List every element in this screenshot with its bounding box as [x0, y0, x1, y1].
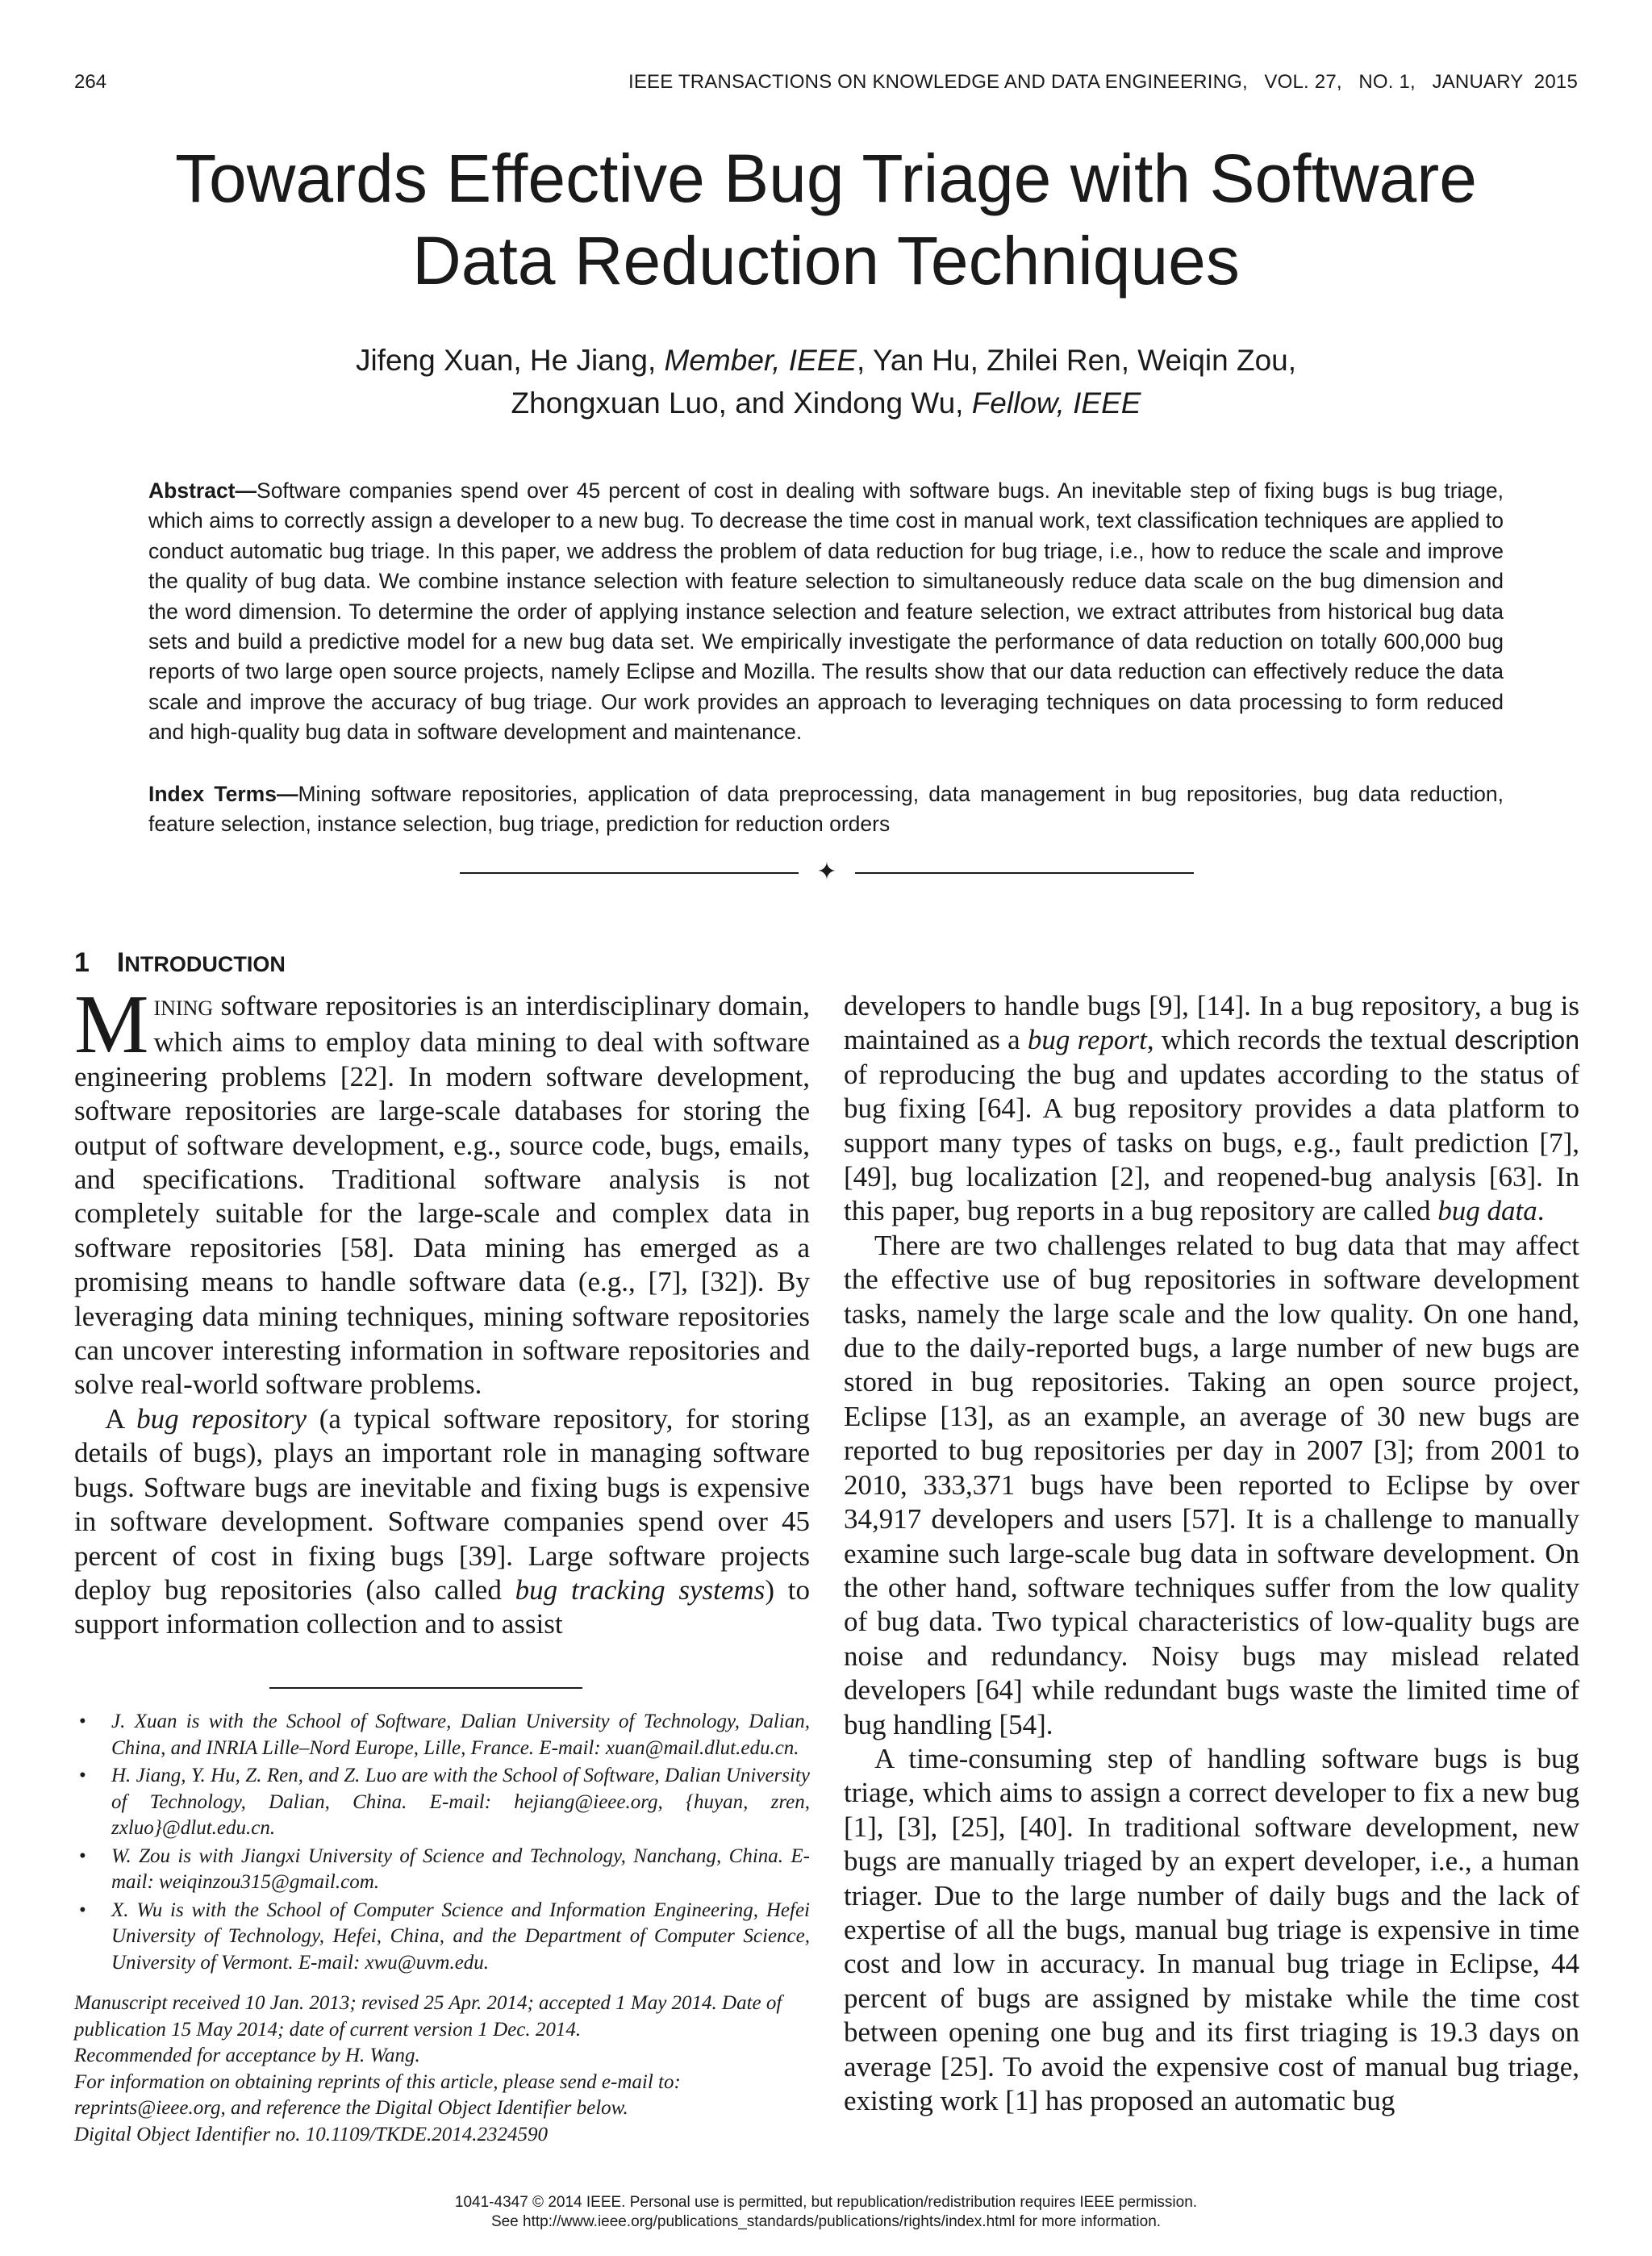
- paragraph: There are two challenges related to bug data that may affect the effective use of bug repositories in software development tasks, namely the large scale and the low quality. On one hand, due to the daily-reported bugs, a large number of new bugs are stored in bug repositories. Taking an open source project, Eclipse [13], as an example, an average of 30 new bugs are reported to bug repositories per day in 2007 [3]; from 2001 to 2010, 333,371 bugs have been reported to Eclipse by over 34,917 developers and users [57]. It is a challenge to manually examine such large-scale bug data in software development. On the other hand, software techniques suffer from the low quality of bug data. Two typical characteristics of low-quality bugs are noise and redundancy. Noisy bugs may mislead related developers [64] while redundant bugs waste the limited time of bug handling [54].: [844, 1229, 1579, 1740]
- dropcap: M: [74, 978, 149, 1071]
- bullet-icon: •: [79, 1765, 86, 1786]
- paragraph-text: developers to handle bugs [9], [14]. In a bug repository, a bug is maintained as a: [844, 990, 1579, 1056]
- section-number: 1: [74, 947, 90, 978]
- paragraph-text: ) to support information collection and to assist: [74, 1573, 810, 1640]
- paragraph: [74, 978, 810, 1402]
- diamond-icon: ✦: [816, 859, 837, 885]
- copyright-notice: [74, 2193, 1578, 2232]
- paragraph-text: .: [1537, 1195, 1545, 1227]
- footnote-text: H. Jiang, Y. Hu, Z. Ren, and Z. Luo are with the School of Software, Dalian University of Technology, Dalian, China. E-mail: hejiang@ieee.org, {huyan, zren, zxluo}@dlut.edu.cn.: [111, 1765, 810, 1839]
- section-title-rest: NTRODUCTION: [124, 952, 286, 976]
- description-word: description: [1454, 1026, 1579, 1055]
- right-column: [844, 989, 1579, 2118]
- footnote-item: [74, 1763, 810, 1842]
- footnotes: [74, 1709, 810, 2148]
- author-membership: Member, IEEE: [664, 344, 857, 377]
- journal-header: IEEE TRANSACTIONS ON KNOWLEDGE AND DATA ENGINEERING, VOL. 27, NO. 1, JANUARY 2015: [628, 71, 1578, 93]
- paragraph: [844, 989, 1579, 1229]
- divider-line-left: [460, 872, 799, 874]
- left-column: [74, 978, 810, 1642]
- paragraph: [74, 1402, 810, 1642]
- section-title-initial: I: [116, 947, 125, 978]
- abstract: [148, 476, 1504, 748]
- emphasis: bug repository: [136, 1402, 307, 1435]
- recommended-by: Recommended for acceptance by H. Wang.: [74, 2045, 420, 2066]
- authors-text: Zhongxuan Luo, and Xindong Wu,: [511, 386, 972, 420]
- title-line-2: Data Reduction Techniques: [412, 223, 1240, 299]
- copyright-line-2: See http://www.ieee.org/publications_standards/publications/rights/index.html for more information.: [490, 2213, 1162, 2230]
- doi: Digital Object Identifier no. 10.1109/TKDE.2014.2324590: [74, 2123, 548, 2145]
- footnote-item: [74, 1844, 810, 1896]
- paragraph: A time-consuming step of handling software bugs is bug triage, which aims to assign a correct developer to fix a new bug [1], [3], [25], [40]. In traditional software development, new bugs are manually triaged by an expert developer, i.e., a human triager. Due to the large number of daily bugs and the lack of expertise of all the bugs, manual bug triage is expensive in time cost and low in accuracy. In manual bug triage in Eclipse, 44 percent of bugs are assigned by mistake while the time cost between opening one bug and its first triaging is 19.3 days on average [25]. To avoid the expensive cost of manual bug triage, existing work [1] has proposed an automatic bug: [844, 1742, 1579, 2116]
- authors-text: Jifeng Xuan, He Jiang,: [355, 344, 665, 377]
- section-heading: [74, 947, 286, 979]
- index-terms: [148, 779, 1504, 840]
- paragraph-text: , which records the textual: [1146, 1024, 1455, 1056]
- footnote-text: J. Xuan is with the School of Software, Dalian University of Technology, Dalian, China, and INRIA Lille–Nord Europe, Lille, France. E-mail: xuan@mail.dlut.edu.cn.: [111, 1711, 810, 1759]
- section-divider: [460, 860, 1194, 884]
- divider-line-right: [855, 872, 1194, 874]
- footnote-text: W. Zou is with Jiangxi University of Science and Technology, Nanchang, China. E-mail: weiqinzou315@gmail.com.: [111, 1844, 810, 1893]
- paragraph-text: software repositories is an interdisciplinary domain, which aims to employ data mining to deal with software engineering problems [22]. In modern software development, software repositories are large-scale databases for storing the output of software development, e.g., source code, bugs, emails, and specifications. Traditional software analysis is not completely suitable for the large-scale and complex data in software repositories [58]. Data mining has emerged as a promising means to handle software data (e.g., [7], [32]). By leveraging data mining techniques, mining software repositories can uncover interesting information in software repositories and solve real-world software problems.: [74, 990, 810, 1401]
- footnote-item: [74, 1709, 810, 1761]
- paper-title: [74, 137, 1578, 302]
- footnote-text: X. Wu is with the School of Computer Science and Information Engineering, Hefei University of Technology, Hefei, China, and the Department of Computer Science, University of Vermont. E-mail: xwu@uvm.edu.: [111, 1899, 810, 1974]
- emphasis: bug report: [1027, 1024, 1147, 1056]
- footnote-rule: [269, 1687, 582, 1689]
- emphasis: bug data: [1437, 1195, 1537, 1227]
- author-list: [74, 339, 1578, 424]
- manuscript-dates: Manuscript received 10 Jan. 2013; revised 25 Apr. 2014; accepted 1 May 2014. Date of publication 15 May 2014; date of current version 1 Dec. 2014.: [74, 1992, 782, 2041]
- paragraph-text: A: [105, 1402, 137, 1435]
- abstract-text: Software companies spend over 45 percent of cost in dealing with software bugs. An inevitable step of fixing bugs is bug triage, which aims to correctly assign a developer to a new bug. To decrease the time cost in manual work, text classification techniques are applied to conduct automatic bug triage. In this paper, we address the problem of data reduction for bug triage, i.e., how to reduce the scale and improve the quality of bug data. We combine instance selection with feature selection to simultaneously reduce data scale on the bug dimension and the word dimension. To determine the order of applying instance selection and feature selection, we extract attributes from historical bug data sets and build a predictive model for a new bug data set. We empirically investigate the performance of data reduction on totally 600,000 bug reports of two large open source projects, namely Eclipse and Mozilla. The results show that our data reduction can effectively reduce the data scale and improve the accuracy of bug triage. Our work provides an approach to leveraging techniques on data processing to form reduced and high-quality bug data in software development and maintenance.: [148, 478, 1504, 745]
- authors-text: , Yan Hu, Zhilei Ren, Weiqin Zou,: [857, 344, 1297, 377]
- paragraph-text: (a typical software repository, for storing details of bugs), plays an important role in managing software bugs. Software bugs are inevitable and fixing bugs is expensive in software development. Software companies spend over 45 percent of cost in fixing bugs [39]. Large software projects deploy bug repositories (also called: [74, 1402, 810, 1606]
- emphasis: bug tracking systems: [515, 1573, 766, 1606]
- publication-meta: [74, 1991, 810, 2148]
- paragraph-text: of reproducing the bug and updates according to the status of bug fixing [64]. A bug repository provides a data platform to support many types of tasks on bugs, e.g., fault prediction [7], [49], bug localization [2], and reopened-bug analysis [63]. In this paper, bug reports in a bug repository are called: [844, 1058, 1579, 1227]
- reprints-info: For information on obtaining reprints of this article, please send e-mail to: reprints@ieee.org, and reference the Digital Object Identifier below.: [74, 2070, 681, 2119]
- bullet-icon: •: [79, 1844, 86, 1867]
- bullet-icon: •: [79, 1899, 86, 1921]
- index-terms-label: Index Terms—: [148, 782, 298, 806]
- footnote-item: [74, 1898, 810, 1977]
- title-line-1: Towards Effective Bug Triage with Software: [175, 140, 1477, 216]
- abstract-label: Abstract—: [148, 478, 257, 503]
- smallcaps-lead: INING: [153, 996, 214, 1020]
- page-number: 264: [74, 71, 107, 93]
- index-terms-text: Mining software repositories, application of data preprocessing, data management in bug repositories, bug data reduction, feature selection, instance selection, bug triage, prediction for reduction orders: [148, 782, 1504, 837]
- author-membership: Fellow, IEEE: [971, 386, 1141, 420]
- bullet-icon: •: [79, 1711, 86, 1732]
- copyright-line-1: 1041-4347 © 2014 IEEE. Personal use is permitted, but republication/redistribution requires IEEE permission.: [454, 2194, 1198, 2211]
